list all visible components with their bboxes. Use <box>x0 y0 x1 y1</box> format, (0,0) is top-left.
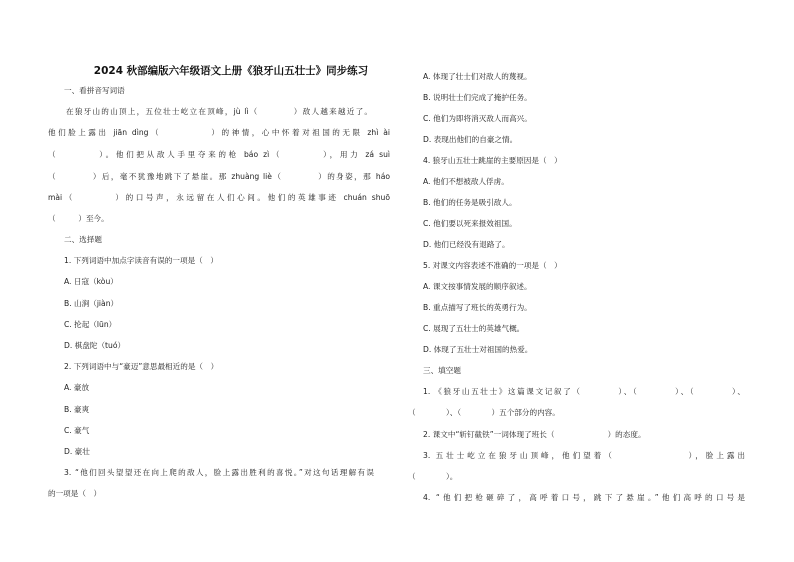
right-column-line: B. 说明壮士们完成了掩护任务。 <box>423 93 532 102</box>
right-column-line: （ ）。 <box>408 472 458 481</box>
left-column-line: （ ）。他们把从敌人手里夺来的枪 báo zì（ ），用力 zá suì <box>48 150 390 159</box>
right-column-line: D. 表现出他们的自豪之情。 <box>423 135 518 144</box>
right-column-line: 5. 对课文内容表述不准确的一项是（ ） <box>423 261 562 270</box>
right-column-line: C. 他们为即将消灭敌人而高兴。 <box>423 114 532 123</box>
left-column-line: B. 豪爽 <box>64 405 90 414</box>
left-column-line: 在狼牙山的山顶上，五位壮士屹立在顶峰，jù lì（ ）敌人越来越近了。 <box>66 107 372 116</box>
right-column-line: 4. 狼牙山五壮士跳崖的主要原因是（ ） <box>423 156 562 165</box>
right-column-line: B. 他们的任务是吸引敌人。 <box>423 198 517 207</box>
left-column-line: C. 抡起（lūn） <box>64 320 117 329</box>
right-column-line: B. 重点描写了班长的英勇行为。 <box>423 303 532 312</box>
left-column-line: （ ）后，毫不犹豫地跳下了悬崖。那 zhuàng liè（ ）的身姿，那 háo <box>48 172 390 181</box>
left-column-line: 二、选择题 <box>64 235 102 244</box>
left-column-line: mài（ ）的口号声，永远留在人们心间。他们的英雄事迹 chuán shuō <box>48 193 390 202</box>
right-column-line: A. 他们不想被敌人俘虏。 <box>423 177 509 186</box>
left-column-line: A. 日寇（kòu） <box>64 277 118 286</box>
right-column-line: D. 他们已经没有退路了。 <box>423 240 510 249</box>
right-column-line: 1. 《狼牙山五壮士》这篇课文记叙了（ ）、（ ）、（ ）、 <box>423 387 745 396</box>
right-column-line: C. 他们要以死来报效祖国。 <box>423 219 517 228</box>
right-column-line: 三、填空题 <box>423 366 461 375</box>
left-column-line: 的一项是（ ） <box>48 489 102 498</box>
left-column-line: （ ）至今。 <box>48 214 109 223</box>
left-column-line: 2. 下列词语中与“豪迈”意思最相近的是（ ） <box>64 362 219 371</box>
left-column-line: 他们脸上露出 jiān dìng（ ）的神情，心中怀着对祖国的无限 zhì ài <box>48 128 390 137</box>
right-column-line: 2. 课文中“斩钉截铁”一词体现了班长（ ）的态度。 <box>423 430 646 439</box>
right-column-line: （ ）、（ ）五个部分的内容。 <box>408 408 560 417</box>
left-column-line: 1. 下列词语中加点字读音有误的一项是（ ） <box>64 256 218 265</box>
left-column-line: A. 豪放 <box>64 383 90 392</box>
left-column-line: D. 棋盘陀（tuó） <box>64 341 126 350</box>
right-column-line: A. 体现了壮士们对敌人的蔑视。 <box>423 72 532 81</box>
worksheet-title: 2024 秋部编版六年级语文上册《狼牙山五壮士》同步练习 <box>93 65 369 77</box>
right-column-line: 3. 五壮士屹立在狼牙山顶峰，他们望着（ ），脸上露出 <box>423 451 745 460</box>
left-column-line: C. 豪气 <box>64 426 90 435</box>
right-column-line: C. 展现了五壮士的英雄气概。 <box>423 324 525 333</box>
left-column-line: D. 豪壮 <box>64 447 90 456</box>
left-column-line: 一、看拼音写词语 <box>64 86 125 95</box>
left-column-line: B. 山涧（jiàn） <box>64 299 119 308</box>
left-column-line: 3. “他们回头望望还在向上爬的敌人，脸上露出胜利的喜悦。”对这句话理解有误 <box>64 468 374 477</box>
right-column-line: A. 课文按事情发展的顺序叙述。 <box>423 282 532 291</box>
right-column-line: D. 体现了五壮士对祖国的热爱。 <box>423 345 533 354</box>
right-column-line: 4. “他们把枪砸碎了，高呼着口号，跳下了悬崖。”他们高呼的口号是 <box>423 493 745 502</box>
